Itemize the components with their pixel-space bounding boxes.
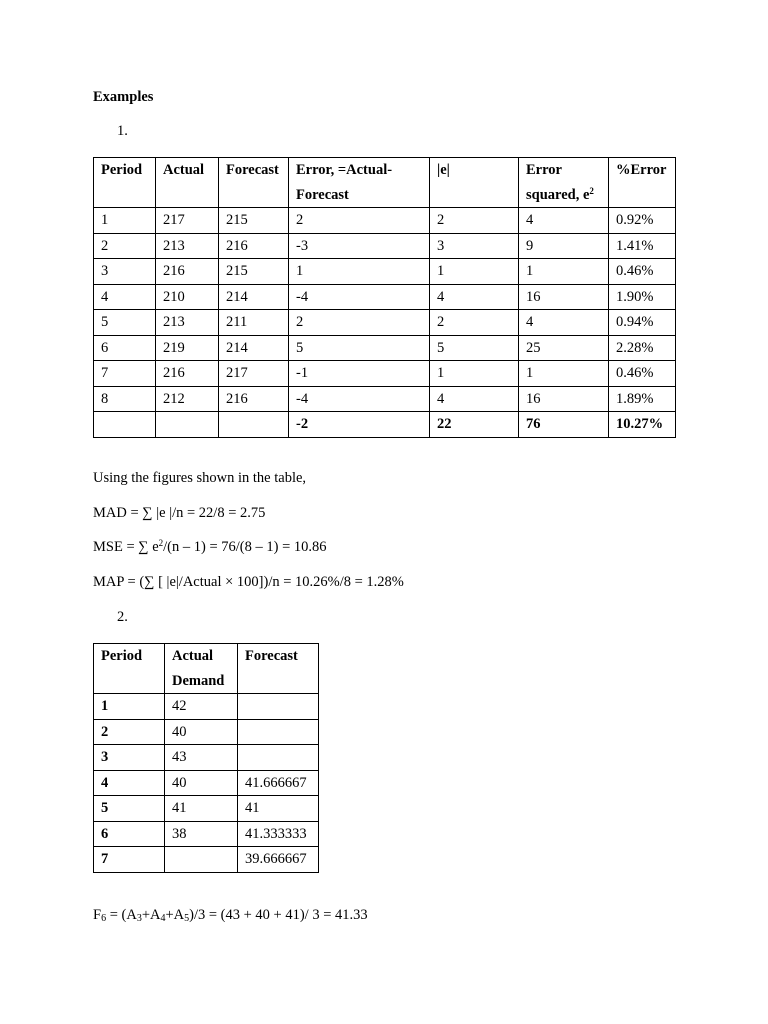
- table-cell: 8: [94, 386, 156, 412]
- header-error: Error, =Actual-Forecast: [289, 158, 430, 208]
- table-cell: [238, 694, 319, 720]
- table-cell: 213: [156, 233, 219, 259]
- table-cell: 1: [430, 259, 519, 285]
- f6-formula-sub: 6: [101, 913, 107, 924]
- table-cell: 5: [94, 796, 165, 822]
- table-cell: -1: [289, 361, 430, 387]
- table-cell: 1: [519, 259, 609, 285]
- f6-formula: [93, 906, 368, 924]
- table-cell: 40: [165, 719, 238, 745]
- table-cell: 42: [165, 694, 238, 720]
- table-cell: 9: [519, 233, 609, 259]
- error-table-header-row: [94, 158, 676, 208]
- forecast-table: [93, 643, 319, 873]
- mad-formula: MAD = ∑ |e |/n = 22/8 = 2.75: [93, 505, 266, 521]
- table-cell: 1: [94, 208, 156, 234]
- f6-formula-part: +A: [165, 907, 185, 923]
- f6-formula-part: )/3 = (43 + 40 + 41)/ 3 = 41.33: [189, 907, 368, 923]
- table-cell: 0.46%: [609, 259, 676, 285]
- table-cell: 41: [165, 796, 238, 822]
- table-cell: 43: [165, 745, 238, 771]
- table-cell: 214: [219, 335, 289, 361]
- table-cell: 41: [238, 796, 319, 822]
- table-cell: 1.90%: [609, 284, 676, 310]
- table-cell: 5: [430, 335, 519, 361]
- table-cell: 210: [156, 284, 219, 310]
- table-row: [94, 259, 676, 285]
- table-cell: 217: [219, 361, 289, 387]
- table-cell: 1.89%: [609, 386, 676, 412]
- error-table: [93, 157, 676, 438]
- header-forecast: Forecast: [219, 158, 289, 208]
- table-row: [94, 386, 676, 412]
- table-cell: -4: [289, 386, 430, 412]
- table-cell: 1: [430, 361, 519, 387]
- f6-formula-sub: 3: [136, 913, 142, 924]
- table-row: [94, 770, 319, 796]
- table-cell: [165, 847, 238, 873]
- example-2-number: 2.: [117, 609, 128, 625]
- mse-formula-end: /(n – 1) = 76/(8 – 1) = 10.86: [163, 539, 327, 555]
- table-cell: 16: [519, 386, 609, 412]
- table-cell: 2: [94, 719, 165, 745]
- table-row: [94, 208, 676, 234]
- table-row: [94, 310, 676, 336]
- totals-cell: [156, 412, 219, 438]
- header-forecast: Forecast: [238, 644, 319, 694]
- table-row: [94, 796, 319, 822]
- header-error-squared-text: Error squared, e: [526, 162, 590, 203]
- table-cell: 216: [156, 361, 219, 387]
- header-period: Period: [94, 644, 165, 694]
- totals-percent-error: 10.27%: [609, 412, 676, 438]
- table-cell: 4: [430, 284, 519, 310]
- table-cell: 1: [289, 259, 430, 285]
- mse-formula-start: MSE = ∑ e: [93, 539, 159, 555]
- table-cell: 2: [289, 310, 430, 336]
- table-cell: 215: [219, 259, 289, 285]
- table-cell: 2: [289, 208, 430, 234]
- example-1-number: 1.: [117, 123, 128, 139]
- error-table-body: [94, 208, 676, 412]
- table-cell: 214: [219, 284, 289, 310]
- table-cell: 38: [165, 821, 238, 847]
- totals-error: -2: [289, 412, 430, 438]
- header-period: Period: [94, 158, 156, 208]
- table-cell: [238, 745, 319, 771]
- table-row: [94, 284, 676, 310]
- f6-formula-part: +A: [141, 907, 161, 923]
- table-cell: 0.92%: [609, 208, 676, 234]
- table-cell: 216: [219, 386, 289, 412]
- table-row: [94, 233, 676, 259]
- table-cell: 4: [94, 770, 165, 796]
- table-cell: 1.41%: [609, 233, 676, 259]
- table-row: [94, 745, 319, 771]
- table-cell: 4: [519, 208, 609, 234]
- table-cell: 1: [94, 694, 165, 720]
- table-cell: 4: [430, 386, 519, 412]
- f6-formula-part: = (A: [106, 907, 137, 923]
- table-cell: 16: [519, 284, 609, 310]
- table-cell: -3: [289, 233, 430, 259]
- header-abs-error: |e|: [430, 158, 519, 208]
- header-percent-error: %Error: [609, 158, 676, 208]
- mse-formula: [93, 538, 327, 556]
- totals-cell: [219, 412, 289, 438]
- table-cell: 212: [156, 386, 219, 412]
- intro-text: Using the figures shown in the table,: [93, 470, 307, 486]
- table-cell: 3: [430, 233, 519, 259]
- table-cell: 6: [94, 335, 156, 361]
- forecast-table-header-row: [94, 644, 319, 694]
- map-formula: MAP = (∑ [ |e|/Actual × 100])/n = 10.26%/8 = 1.28%: [93, 574, 404, 590]
- table-cell: 7: [94, 361, 156, 387]
- table-cell: 25: [519, 335, 609, 361]
- error-table-totals-row: [94, 412, 676, 438]
- table-cell: 0.46%: [609, 361, 676, 387]
- table-cell: -4: [289, 284, 430, 310]
- table-cell: 211: [219, 310, 289, 336]
- table-cell: 3: [94, 259, 156, 285]
- mse-formula-sup: 2: [158, 538, 164, 548]
- table-row: [94, 821, 319, 847]
- table-cell: 40: [165, 770, 238, 796]
- table-cell: 215: [219, 208, 289, 234]
- totals-error-squared: 76: [519, 412, 609, 438]
- table-cell: 41.666667: [238, 770, 319, 796]
- header-actual: Actual: [156, 158, 219, 208]
- header-actual-demand: Actual Demand: [165, 644, 238, 694]
- table-cell: 7: [94, 847, 165, 873]
- totals-abs-error: 22: [430, 412, 519, 438]
- table-cell: 216: [219, 233, 289, 259]
- table-cell: 2: [430, 208, 519, 234]
- table-cell: 2: [94, 233, 156, 259]
- table-cell: 41.333333: [238, 821, 319, 847]
- f6-formula-sub: 5: [184, 913, 190, 924]
- table-cell: 2: [430, 310, 519, 336]
- forecast-table-body: [94, 694, 319, 873]
- table-cell: 39.666667: [238, 847, 319, 873]
- table-row: [94, 847, 319, 873]
- totals-cell: [94, 412, 156, 438]
- table-cell: 219: [156, 335, 219, 361]
- header-error-squared: [519, 158, 609, 208]
- table-cell: 6: [94, 821, 165, 847]
- table-cell: 0.94%: [609, 310, 676, 336]
- table-row: [94, 361, 676, 387]
- table-cell: 1: [519, 361, 609, 387]
- table-row: [94, 719, 319, 745]
- header-error-squared-sup: 2: [589, 185, 594, 196]
- table-cell: 2.28%: [609, 335, 676, 361]
- table-row: [94, 335, 676, 361]
- f6-formula-sub: 4: [160, 913, 166, 924]
- table-cell: 4: [94, 284, 156, 310]
- page-heading: Examples: [93, 89, 154, 105]
- table-cell: 217: [156, 208, 219, 234]
- table-cell: 4: [519, 310, 609, 336]
- f6-formula-f: F: [93, 907, 102, 923]
- table-cell: [238, 719, 319, 745]
- table-cell: 5: [289, 335, 430, 361]
- table-cell: 216: [156, 259, 219, 285]
- table-cell: 3: [94, 745, 165, 771]
- table-row: [94, 694, 319, 720]
- table-cell: 5: [94, 310, 156, 336]
- table-cell: 213: [156, 310, 219, 336]
